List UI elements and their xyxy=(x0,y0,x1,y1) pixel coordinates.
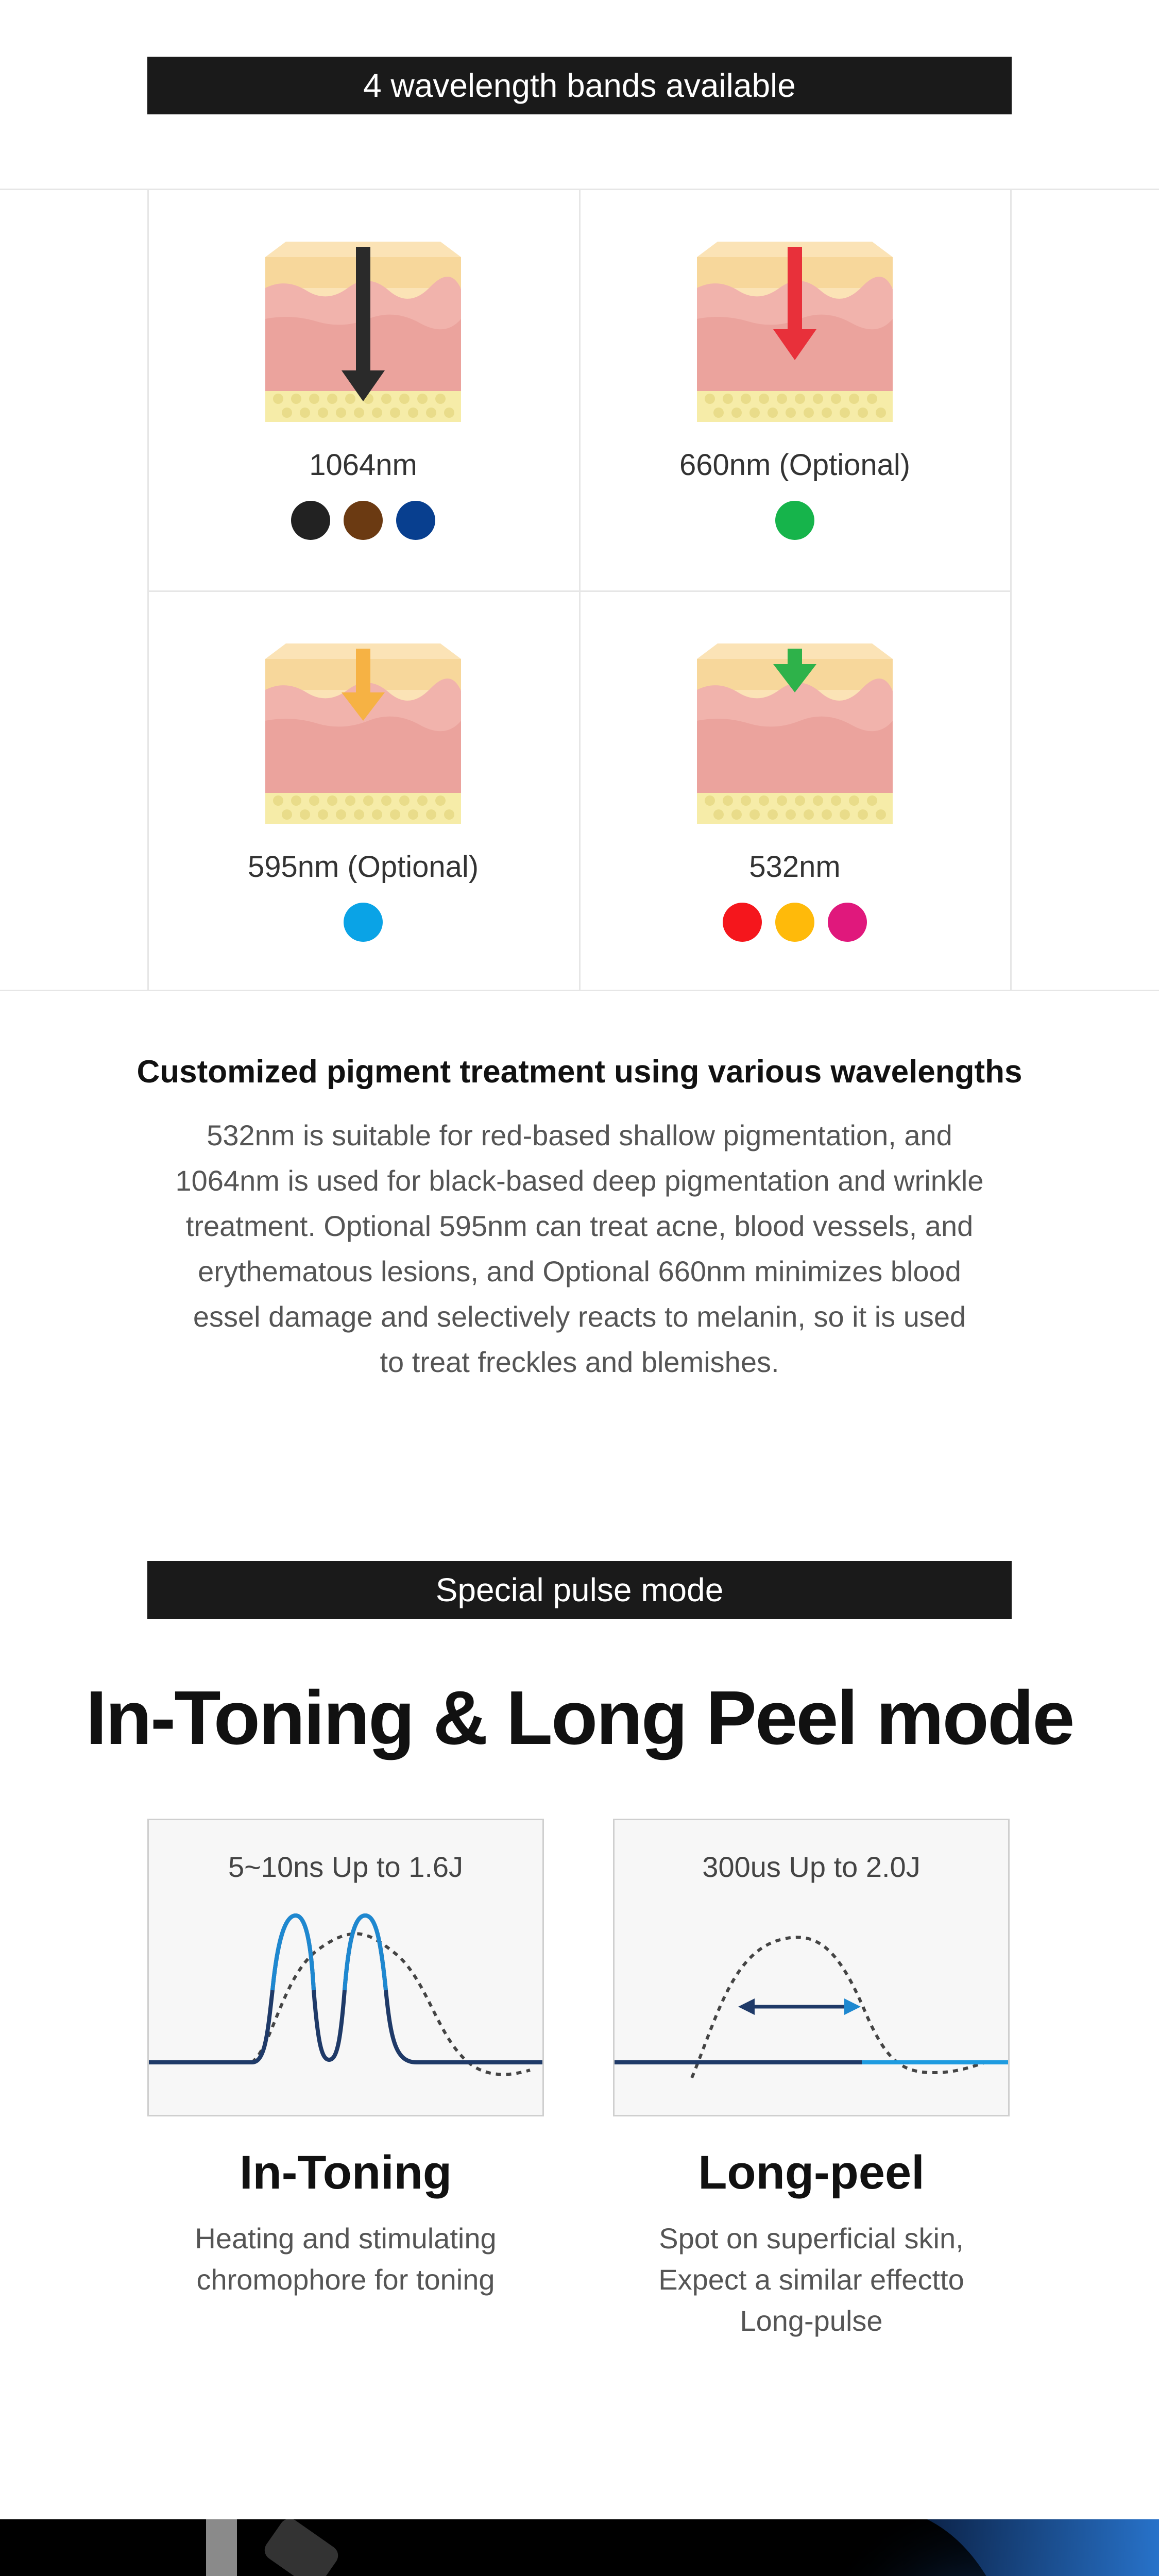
pigment-color-dot xyxy=(344,903,383,942)
wavelength-cell-1064 xyxy=(147,190,579,590)
pulse-mode-title: In-Toning & Long Peel mode xyxy=(86,1675,1073,1760)
skin-layer-arrow-icon xyxy=(255,643,471,829)
description-line: Long-pulse xyxy=(740,2304,883,2337)
wavelength-label: 1064nm xyxy=(309,448,417,482)
skin-layer-arrow-icon xyxy=(255,242,471,427)
panel-spec-text: 5~10ns Up to 1.6J xyxy=(228,1851,464,1883)
long-peel-waveform-panel xyxy=(613,1819,1010,2116)
wavelength-header-label: 4 wavelength bands available xyxy=(363,67,796,104)
face-profile-illustration xyxy=(798,2519,1159,2576)
wavelength-grid xyxy=(0,189,1159,991)
description-line: chromophore for toning xyxy=(196,2263,495,2296)
paragraph-line: to treat freckles and blemishes. xyxy=(380,1346,779,1378)
pigment-color-dot xyxy=(396,501,435,540)
pigment-color-dot xyxy=(291,501,330,540)
pigment-color-dot xyxy=(723,903,762,942)
wavelength-label: 532nm xyxy=(749,850,841,884)
description-line: Heating and stimulating xyxy=(195,2222,497,2255)
in-toning-description xyxy=(147,2218,544,2300)
section-heading: Customized pigment treatment using various wavelengths xyxy=(137,1054,1022,1090)
laser-device-icon xyxy=(105,2519,366,2576)
pulse-header-label: Special pulse mode xyxy=(435,1571,724,1608)
color-dots xyxy=(775,501,814,540)
pigment-color-dot xyxy=(775,501,814,540)
skin-layer-arrow-icon xyxy=(687,643,903,829)
description-line: Expect a similar effectto xyxy=(658,2263,964,2296)
wavelength-cell-595 xyxy=(147,592,579,992)
banner-illustration xyxy=(0,2519,1159,2576)
paragraph-line: essel damage and selectively reacts to melanin, so it is used xyxy=(193,1300,966,1333)
color-dots xyxy=(291,501,435,540)
paragraph-line: erythematous lesions, and Optional 660nm minimizes blood xyxy=(198,1255,961,1287)
long-peel-title: Long-peel xyxy=(698,2146,925,2199)
wavelength-section-header xyxy=(147,57,1012,114)
description-line: Spot on superficial skin, xyxy=(659,2222,964,2255)
paragraph-line: 1064nm is used for black-based deep pigmentation and wrinkle xyxy=(175,1164,984,1197)
wavelength-cell-532 xyxy=(579,592,1011,992)
pigment-color-dot xyxy=(344,501,383,540)
in-toning-waveform-panel xyxy=(147,1819,544,2116)
paragraph-line: 532nm is suitable for red-based shallow pigmentation, and xyxy=(207,1119,952,1151)
pulse-section-header xyxy=(147,1561,1012,1619)
panel-spec-text: 300us Up to 2.0J xyxy=(702,1851,921,1883)
pigment-color-dot xyxy=(828,903,867,942)
skin-layer-arrow-icon xyxy=(687,242,903,427)
section-paragraph xyxy=(139,1113,1020,1385)
pigment-color-dot xyxy=(775,903,814,942)
color-dots xyxy=(723,903,867,942)
wavelength-label: 660nm (Optional) xyxy=(679,448,911,482)
in-toning-title: In-Toning xyxy=(239,2146,452,2199)
wavelength-cell-660 xyxy=(579,190,1011,590)
long-peel-description xyxy=(613,2218,1010,2342)
color-dots xyxy=(344,903,383,942)
product-banner xyxy=(0,2519,1159,2576)
wavelength-label: 595nm (Optional) xyxy=(247,850,479,884)
paragraph-line: treatment. Optional 595nm can treat acne, blood vessels, and xyxy=(185,1210,974,1242)
